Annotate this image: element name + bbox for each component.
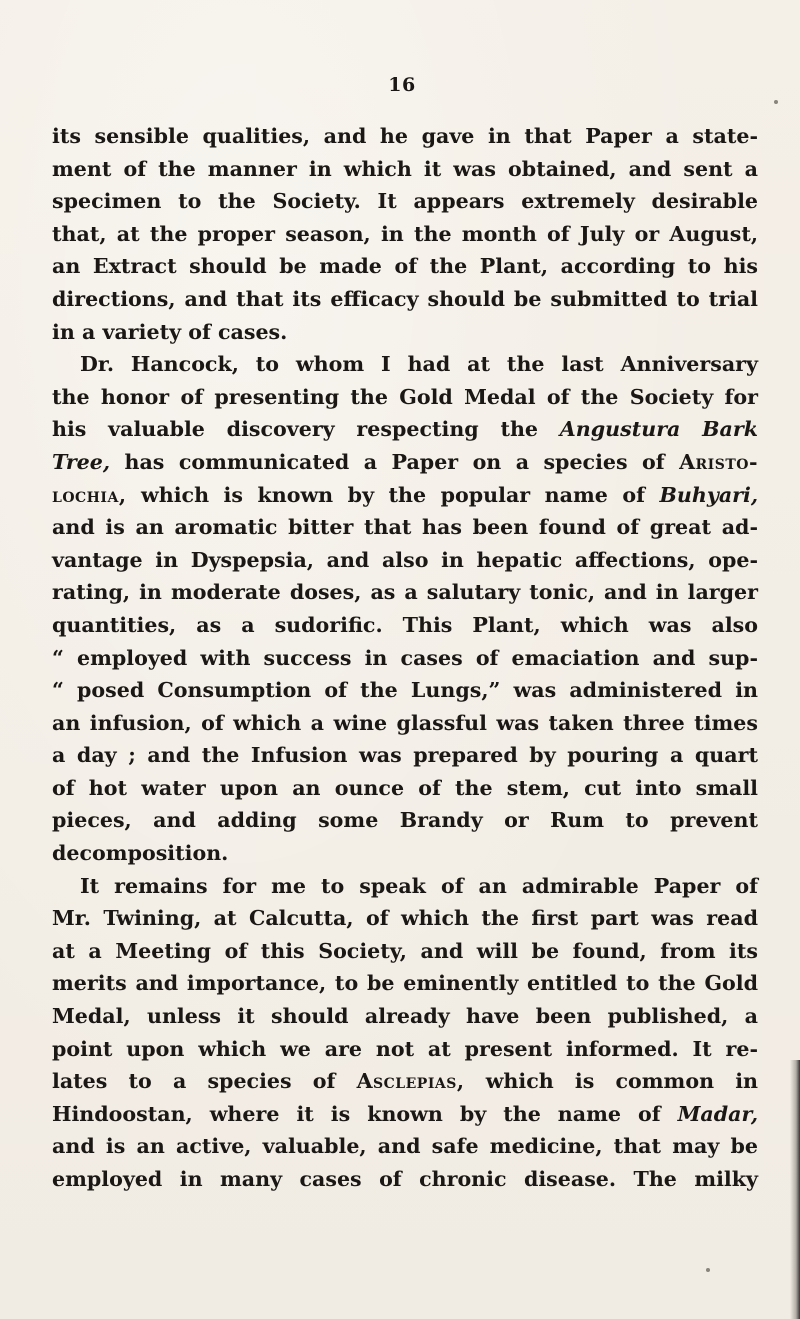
text-line: “ posed Consumption of the Lungs,” was administered in (52, 678, 758, 703)
text-line: a day ; and the Infusion was prepared by pouring a quart (52, 743, 758, 768)
text-line: specimen to the Society. It appears extremely desirable (52, 189, 758, 214)
body-text (52, 120, 758, 1196)
text-line: Mr. Twining, at Calcutta, of which the first part was read (52, 906, 758, 931)
text-line: directions, and that its efficacy should be submitted to trial (52, 286, 758, 311)
text-line: vantage in Dyspepsia, and also in hepatic affections, ope- (52, 547, 758, 572)
vernacular-name-italic: Madar, (677, 1101, 758, 1126)
genus-name-small-caps: Aristo- (679, 449, 758, 474)
text-segment: his valuable discovery respecting the (52, 417, 539, 442)
vernacular-name-italic: Buhyari, (659, 482, 759, 507)
text-line (52, 1098, 758, 1131)
text-line: “ employed with success in cases of emaciation and sup- (52, 645, 758, 670)
text-line: and is an active, valuable, and safe medicine, that may be (52, 1134, 758, 1159)
text-line: ment of the manner in which it was obtained, and sent a (52, 156, 758, 181)
text-line: its sensible qualities, and he gave in that Paper a state- (52, 124, 758, 148)
page-edge-shadow (790, 1060, 800, 1319)
text-line: pieces, and adding some Brandy or Rum to prevent (52, 808, 758, 833)
page-number: 16 (388, 74, 416, 96)
text-line: It remains for me to speak of an admirable Paper of (80, 873, 758, 898)
text-segment: which is common in (485, 1069, 759, 1094)
text-segment: lates to a species of (52, 1069, 336, 1094)
text-line: decomposition. (52, 841, 229, 866)
text-line: merits and importance, to be eminently entitled to the Gold (52, 971, 758, 996)
text-line: employed in many cases of chronic disease. The milky (52, 1167, 758, 1191)
text-line: Medal, unless it should already have been published, a (52, 1004, 758, 1029)
paper-speck (774, 100, 778, 104)
text-line: of hot water upon an ounce of the stem, cut into small (52, 775, 758, 800)
text-line (52, 446, 758, 479)
text-line: in a variety of cases. (52, 319, 288, 344)
text-segment: has communicated a Paper on a species of (124, 449, 665, 474)
text-line: an infusion, of which a wine glassful was taken three times (52, 710, 758, 735)
text-line (52, 413, 758, 446)
text-segment: which is known by the popular name of (141, 482, 645, 507)
species-name-italic: Tree, (52, 449, 111, 474)
text-line: Dr. Hancock, to whom I had at the last Anniversary (80, 352, 758, 377)
text-line: that, at the proper season, in the month of July or August, (52, 221, 758, 246)
text-line: quantities, as a sudorific. This Plant, which was also (52, 612, 758, 637)
genus-name-small-caps: lochia, (52, 482, 127, 507)
text-line (52, 1065, 758, 1098)
text-line: an Extract should be made of the Plant, according to his (52, 254, 758, 279)
text-line (52, 479, 758, 512)
text-line: point upon which we are not at present informed. It re- (52, 1036, 758, 1061)
text-line: at a Meeting of this Society, and will be found, from its (52, 938, 758, 963)
text-line: the honor of presenting the Gold Medal of the Society for (52, 384, 758, 409)
genus-name-small-caps: Asclepias, (356, 1069, 465, 1094)
paper-speck (706, 1268, 710, 1272)
text-line: rating, in moderate doses, as a salutary tonic, and in larger (52, 580, 758, 605)
species-name-italic: Angustura Bark (559, 417, 759, 442)
text-segment: Hindoostan, where it is known by the name of (52, 1101, 661, 1126)
text-line: and is an aromatic bitter that has been found of great ad- (52, 515, 758, 540)
